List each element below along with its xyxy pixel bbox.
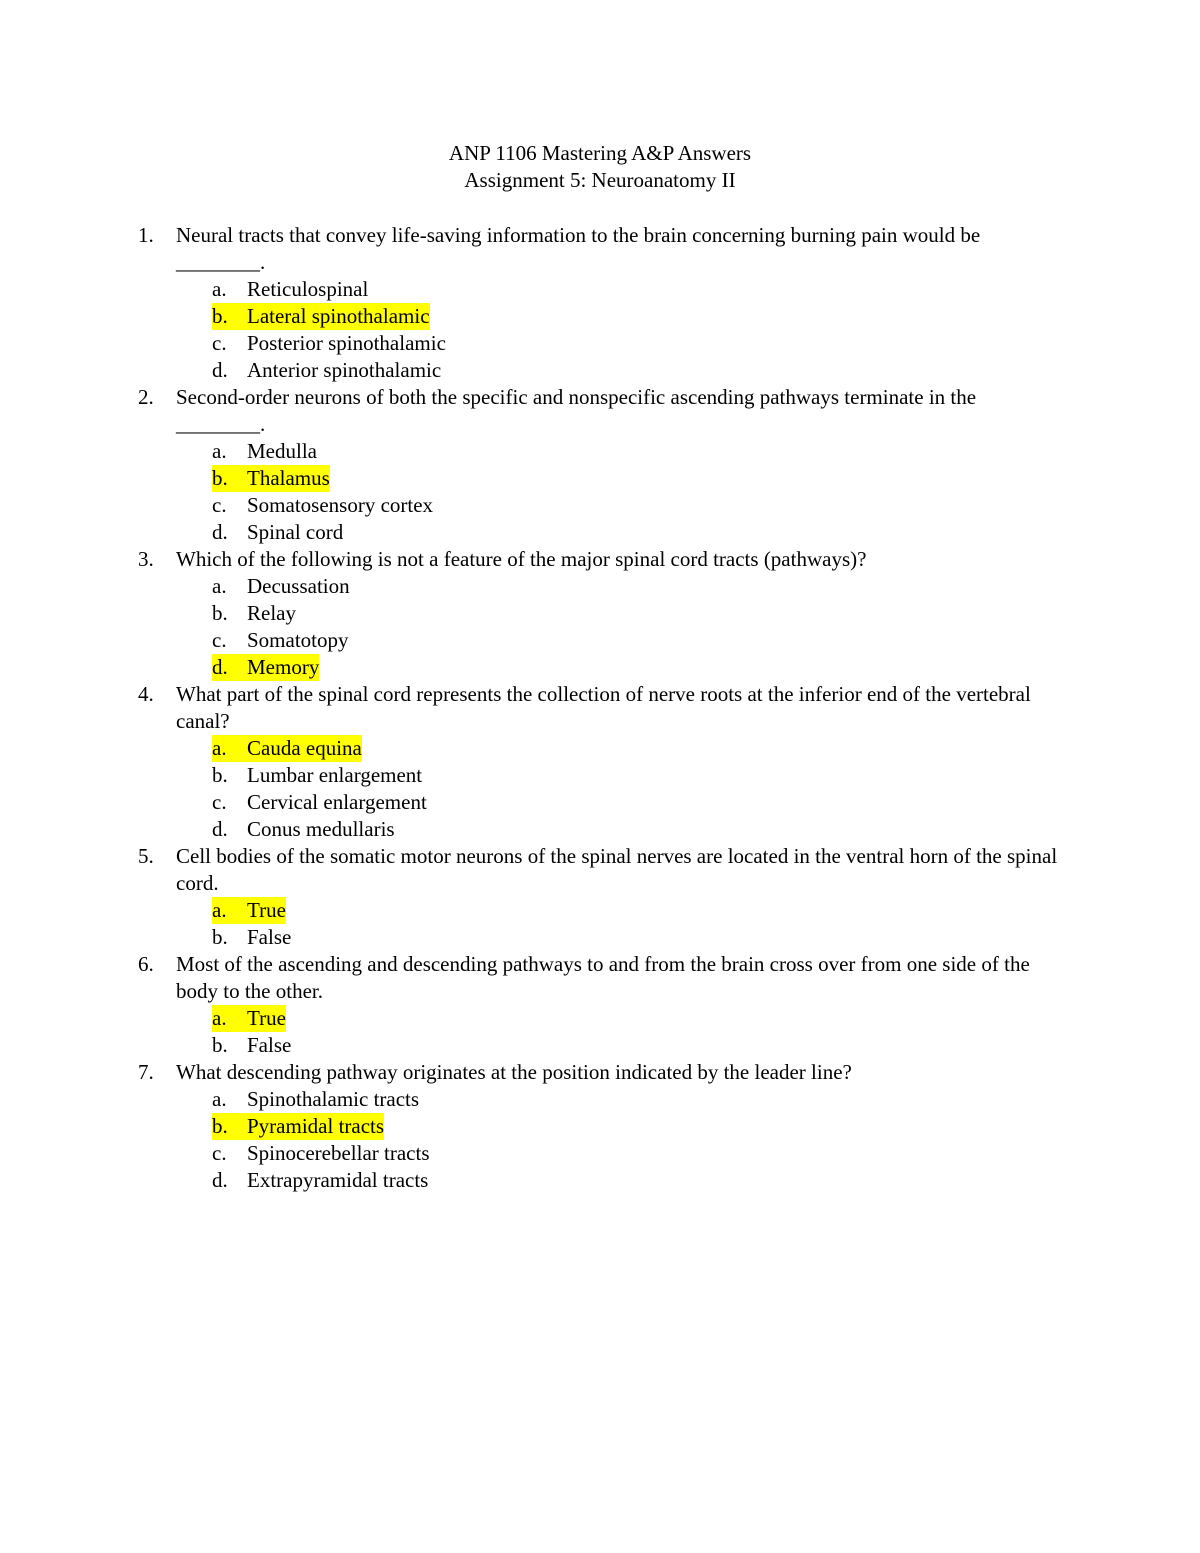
- question-6: [138, 951, 1058, 1059]
- question-number: 6.: [138, 952, 154, 976]
- answer-option: [138, 438, 1058, 465]
- option-letter: b.: [212, 763, 228, 787]
- document-title: ANP 1106 Mastering A&P Answers: [448, 141, 752, 165]
- option-letter: a.: [212, 574, 227, 598]
- option-letter: b.: [212, 601, 228, 625]
- question-stem: [138, 1059, 1058, 1086]
- option-text: False: [247, 1033, 292, 1057]
- option-letter: a.: [212, 277, 227, 301]
- answer-options: [138, 735, 1058, 843]
- question-list: [138, 222, 1058, 1194]
- answer-option-correct: [138, 735, 1058, 762]
- answer-content: [212, 357, 441, 384]
- answer-option: [138, 627, 1058, 654]
- answer-content: [212, 600, 296, 627]
- question-text: Which of the following is not a feature of the major spinal cord tracts (pathways)?: [176, 547, 867, 571]
- answer-content: [212, 573, 350, 600]
- document-header: [0, 140, 1200, 194]
- answer-option-correct: [138, 1005, 1058, 1032]
- option-text: Memory: [247, 655, 320, 679]
- option-letter: b.: [212, 1114, 228, 1138]
- question-5: [138, 843, 1058, 951]
- option-letter: b.: [212, 1033, 228, 1057]
- question-stem: [138, 681, 1058, 735]
- highlighted-answer: [212, 1005, 286, 1032]
- answer-option: [138, 600, 1058, 627]
- option-letter: c.: [212, 1141, 227, 1165]
- option-letter: b.: [212, 466, 228, 490]
- answer-option: [138, 357, 1058, 384]
- option-letter: b.: [212, 304, 228, 328]
- question-text: What part of the spinal cord represents the collection of nerve roots at the inferior end of the vertebral canal?: [176, 682, 1031, 733]
- option-letter: a.: [212, 439, 227, 463]
- answer-option-correct: [138, 654, 1058, 681]
- question-3: [138, 546, 1058, 681]
- highlighted-answer: [212, 1113, 384, 1140]
- question-7: [138, 1059, 1058, 1194]
- option-text: Posterior spinothalamic: [247, 331, 446, 355]
- answer-option: [138, 816, 1058, 843]
- answer-option: [138, 1086, 1058, 1113]
- option-letter: c.: [212, 493, 227, 517]
- question-number: 7.: [138, 1060, 154, 1084]
- answer-content: [212, 438, 317, 465]
- option-text: Extrapyramidal tracts: [247, 1168, 429, 1192]
- option-text: Anterior spinothalamic: [247, 358, 442, 382]
- answer-option: [138, 492, 1058, 519]
- answer-content: [212, 1140, 430, 1167]
- option-text: True: [247, 898, 286, 922]
- highlighted-answer: [212, 897, 286, 924]
- answer-options: [138, 438, 1058, 546]
- question-text: Neural tracts that convey life-saving information to the brain concerning burning pain would be ________.: [176, 223, 981, 274]
- answer-option-correct: [138, 1113, 1058, 1140]
- option-text: True: [247, 1006, 286, 1030]
- option-letter: d.: [212, 520, 228, 544]
- question-stem: [138, 384, 1058, 438]
- question-text: Second-order neurons of both the specific and nonspecific ascending pathways terminate in the ________.: [176, 385, 977, 436]
- question-stem: [138, 951, 1058, 1005]
- option-text: Decussation: [247, 574, 350, 598]
- answer-content: [212, 924, 291, 951]
- answer-content: [212, 1032, 291, 1059]
- option-text: Lateral spinothalamic: [247, 304, 430, 328]
- question-2: [138, 384, 1058, 546]
- answer-content: [212, 519, 343, 546]
- question-text: What descending pathway originates at the position indicated by the leader line?: [176, 1060, 852, 1084]
- answer-content: [212, 789, 427, 816]
- answer-option: [138, 276, 1058, 303]
- option-letter: a.: [212, 898, 227, 922]
- option-letter: c.: [212, 331, 227, 355]
- answer-option: [138, 573, 1058, 600]
- answer-option: [138, 1140, 1058, 1167]
- question-stem: [138, 843, 1058, 897]
- option-text: Reticulospinal: [247, 277, 369, 301]
- option-letter: c.: [212, 790, 227, 814]
- option-text: False: [247, 925, 292, 949]
- highlighted-answer: [212, 465, 330, 492]
- document-subtitle: Assignment 5: Neuroanatomy II: [464, 168, 736, 192]
- option-text: Somatosensory cortex: [247, 493, 434, 517]
- answer-content: [212, 276, 368, 303]
- question-number: 1.: [138, 223, 154, 247]
- answer-content: [212, 762, 422, 789]
- question-number: 2.: [138, 385, 154, 409]
- option-text: Thalamus: [247, 466, 330, 490]
- answer-content: [212, 1167, 428, 1194]
- option-text: Conus medullaris: [247, 817, 395, 841]
- answer-options: [138, 897, 1058, 951]
- answer-option: [138, 1032, 1058, 1059]
- highlighted-answer: [212, 654, 319, 681]
- question-stem: [138, 222, 1058, 276]
- option-letter: d.: [212, 655, 228, 679]
- option-letter: b.: [212, 925, 228, 949]
- option-text: Spinocerebellar tracts: [247, 1141, 430, 1165]
- option-letter: d.: [212, 817, 228, 841]
- answer-option-correct: [138, 303, 1058, 330]
- question-1: [138, 222, 1058, 384]
- highlighted-answer: [212, 735, 362, 762]
- answer-content: [212, 627, 349, 654]
- question-number: 4.: [138, 682, 154, 706]
- option-text: Spinothalamic tracts: [247, 1087, 420, 1111]
- highlighted-answer: [212, 303, 430, 330]
- option-letter: c.: [212, 628, 227, 652]
- question-number: 3.: [138, 547, 154, 571]
- option-text: Medulla: [247, 439, 317, 463]
- option-letter: d.: [212, 358, 228, 382]
- answer-content: [212, 1086, 419, 1113]
- option-letter: d.: [212, 1168, 228, 1192]
- answer-option: [138, 789, 1058, 816]
- option-text: Cervical enlargement: [247, 790, 427, 814]
- answer-option-correct: [138, 465, 1058, 492]
- question-4: [138, 681, 1058, 843]
- answer-option: [138, 762, 1058, 789]
- answer-option: [138, 924, 1058, 951]
- answer-option: [138, 1167, 1058, 1194]
- option-letter: a.: [212, 1006, 227, 1030]
- question-text: Most of the ascending and descending pathways to and from the brain cross over from one side of the body to the other.: [176, 952, 1030, 1003]
- option-text: Somatotopy: [247, 628, 349, 652]
- answer-content: [212, 492, 433, 519]
- option-text: Relay: [247, 601, 296, 625]
- option-letter: a.: [212, 1087, 227, 1111]
- question-stem: [138, 546, 1058, 573]
- answer-option: [138, 330, 1058, 357]
- option-text: Pyramidal tracts: [247, 1114, 385, 1138]
- answer-content: [212, 816, 395, 843]
- option-text: Spinal cord: [247, 520, 344, 544]
- answer-content: [212, 330, 446, 357]
- answer-options: [138, 573, 1058, 681]
- answer-option: [138, 519, 1058, 546]
- option-text: Cauda equina: [247, 736, 362, 760]
- answer-options: [138, 1005, 1058, 1059]
- answer-options: [138, 1086, 1058, 1194]
- option-text: Lumbar enlargement: [247, 763, 423, 787]
- question-text: Cell bodies of the somatic motor neurons of the spinal nerves are located in the ventral horn of the spinal cord.: [176, 844, 1058, 895]
- question-number: 5.: [138, 844, 154, 868]
- answer-option-correct: [138, 897, 1058, 924]
- option-letter: a.: [212, 736, 227, 760]
- answer-options: [138, 276, 1058, 384]
